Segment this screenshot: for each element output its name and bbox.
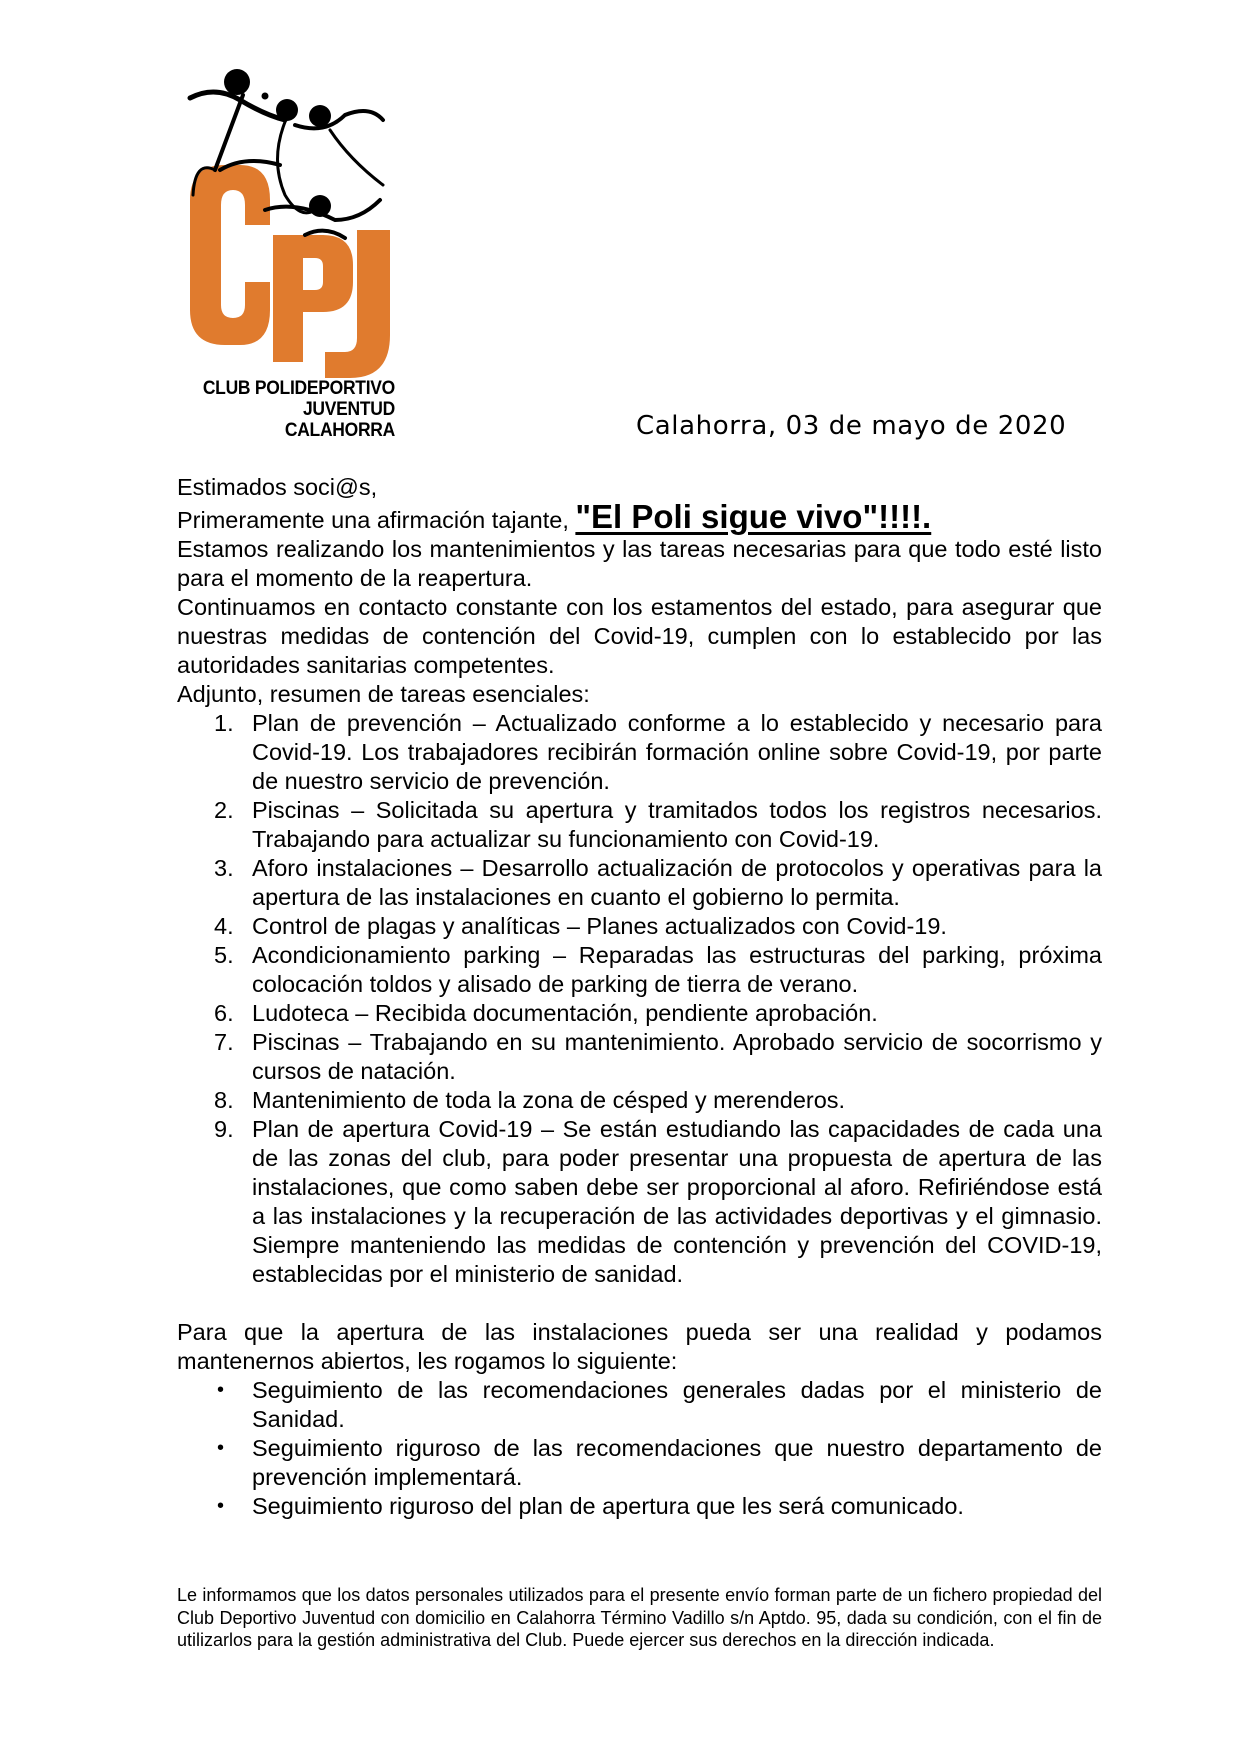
task-item xyxy=(177,1086,1102,1115)
slogan: "El Poli sigue vivo"!!!!. xyxy=(575,498,932,535)
task-number: 5. xyxy=(214,942,234,968)
task-number: 1. xyxy=(214,710,234,736)
task-number: 4. xyxy=(214,913,234,939)
request-item xyxy=(177,1492,1102,1521)
letter-date: Calahorra, 03 de mayo de 2020 xyxy=(636,411,1067,441)
logo-club-name xyxy=(202,378,395,441)
requests-list xyxy=(177,1376,1102,1521)
paragraph-tasks-intro: Adjunto, resumen de tareas esenciales: xyxy=(177,681,590,707)
task-item xyxy=(177,796,1102,854)
task-text: Piscinas – Trabajando en su mantenimiento. Aprobado servicio de socorrismo y cursos de natación. xyxy=(252,1029,1102,1084)
cpj-logo-graphic xyxy=(185,60,405,380)
bullet-icon: • xyxy=(217,1437,225,1459)
logo-letters xyxy=(190,165,390,378)
task-item xyxy=(177,1028,1102,1086)
task-number: 6. xyxy=(214,1000,234,1026)
task-number: 8. xyxy=(214,1087,234,1113)
bullet-icon: • xyxy=(217,1379,225,1401)
tasks-list xyxy=(177,709,1102,1289)
logo-line: CLUB POLIDEPORTIVO xyxy=(202,378,395,399)
task-item xyxy=(177,709,1102,796)
task-text: Piscinas – Solicitada su apertura y tramitados todos los registros necesarios. Trabajando para actualizar su funcionamiento con Covid-19. xyxy=(252,797,1102,852)
letter-body xyxy=(177,473,1102,1521)
letter-p xyxy=(273,235,353,362)
task-text: Aforo instalaciones – Desarrollo actualización de protocolos y operativas para la apertura de las instalaciones en cuanto el gobierno lo permita. xyxy=(252,855,1102,910)
request-item xyxy=(177,1376,1102,1434)
letter-c xyxy=(190,165,270,345)
logo-line: JUVENTUD xyxy=(302,399,395,420)
logo-line: CALAHORRA xyxy=(284,420,395,441)
request-text: Seguimiento riguroso del plan de apertura que les será comunicado. xyxy=(252,1493,964,1519)
task-number: 2. xyxy=(214,797,234,823)
paragraph-contact: Continuamos en contacto constante con los estamentos del estado, para asegurar que nuestras medidas de contención del Covid-19, cumplen con lo establecido por las autoridades sanitarias competentes. xyxy=(177,594,1102,678)
task-text: Control de plagas y analíticas – Planes actualizados con Covid-19. xyxy=(252,913,947,939)
task-item xyxy=(177,999,1102,1028)
task-text: Mantenimiento de toda la zona de césped y merenderos. xyxy=(252,1087,846,1113)
bullet-icon: • xyxy=(217,1495,225,1517)
task-item xyxy=(177,1115,1102,1289)
task-item xyxy=(177,912,1102,941)
task-number: 3. xyxy=(214,855,234,881)
task-text: Plan de prevención – Actualizado conforme a lo establecido y necesario para Covid-19. Los trabajadores recibirán formación online sobre Covid-19, por parte de nuestro servicio de prevención. xyxy=(252,710,1102,794)
request-item xyxy=(177,1434,1102,1492)
intro-line xyxy=(177,498,1102,535)
task-text: Ludoteca – Recibida documentación, pendiente aprobación. xyxy=(252,1000,878,1026)
task-text: Acondicionamiento parking – Reparadas las estructuras del parking, próxima colocación toldos y alisado de parking de tierra de verano. xyxy=(252,942,1102,997)
task-number: 9. xyxy=(214,1116,234,1142)
request-text: Seguimiento riguroso de las recomendaciones que nuestro departamento de prevención implementará. xyxy=(252,1435,1102,1490)
paragraph-maintenance: Estamos realizando los mantenimientos y las tareas necesarias para que todo esté listo para el momento de la reapertura. xyxy=(177,536,1102,591)
club-logo xyxy=(185,60,405,450)
task-item xyxy=(177,854,1102,912)
greeting: Estimados soci@s, xyxy=(177,474,378,500)
task-item xyxy=(177,941,1102,999)
intro-lead: Primeramente una afirmación tajante, xyxy=(177,507,576,533)
requests-intro: Para que la apertura de las instalaciones pueda ser una realidad y podamos mantenernos abiertos, les rogamos lo siguiente: xyxy=(177,1319,1102,1374)
privacy-notice: Le informamos que los datos personales utilizados para el presente envío forman parte de un fichero propiedad del Club Deportivo Juventud con domicilio en Calahorra Término Vadillo s/n Aptdo. 95, dada su condición, con el fin de utilizarlos para la gestión administrativa del Club. Puede ejercer sus derechos en la dirección indicada. xyxy=(177,1585,1102,1650)
task-number: 7. xyxy=(214,1029,234,1055)
task-text: Plan de apertura Covid-19 – Se están estudiando las capacidades de cada una de las zonas del club, para poder presentar una propuesta de apertura de las instalaciones, que como saben debe ser proporcional al aforo. Refiriéndose está a las instalaciones y la recuperación de las actividades deportivas y el gimnasio. Siempre manteniendo las medidas de contención y prevención del COVID-19, establecidas por el ministerio de sanidad. xyxy=(252,1116,1102,1287)
request-text: Seguimiento de las recomendaciones generales dadas por el ministerio de Sanidad. xyxy=(252,1377,1102,1432)
spacer xyxy=(177,1289,1102,1318)
